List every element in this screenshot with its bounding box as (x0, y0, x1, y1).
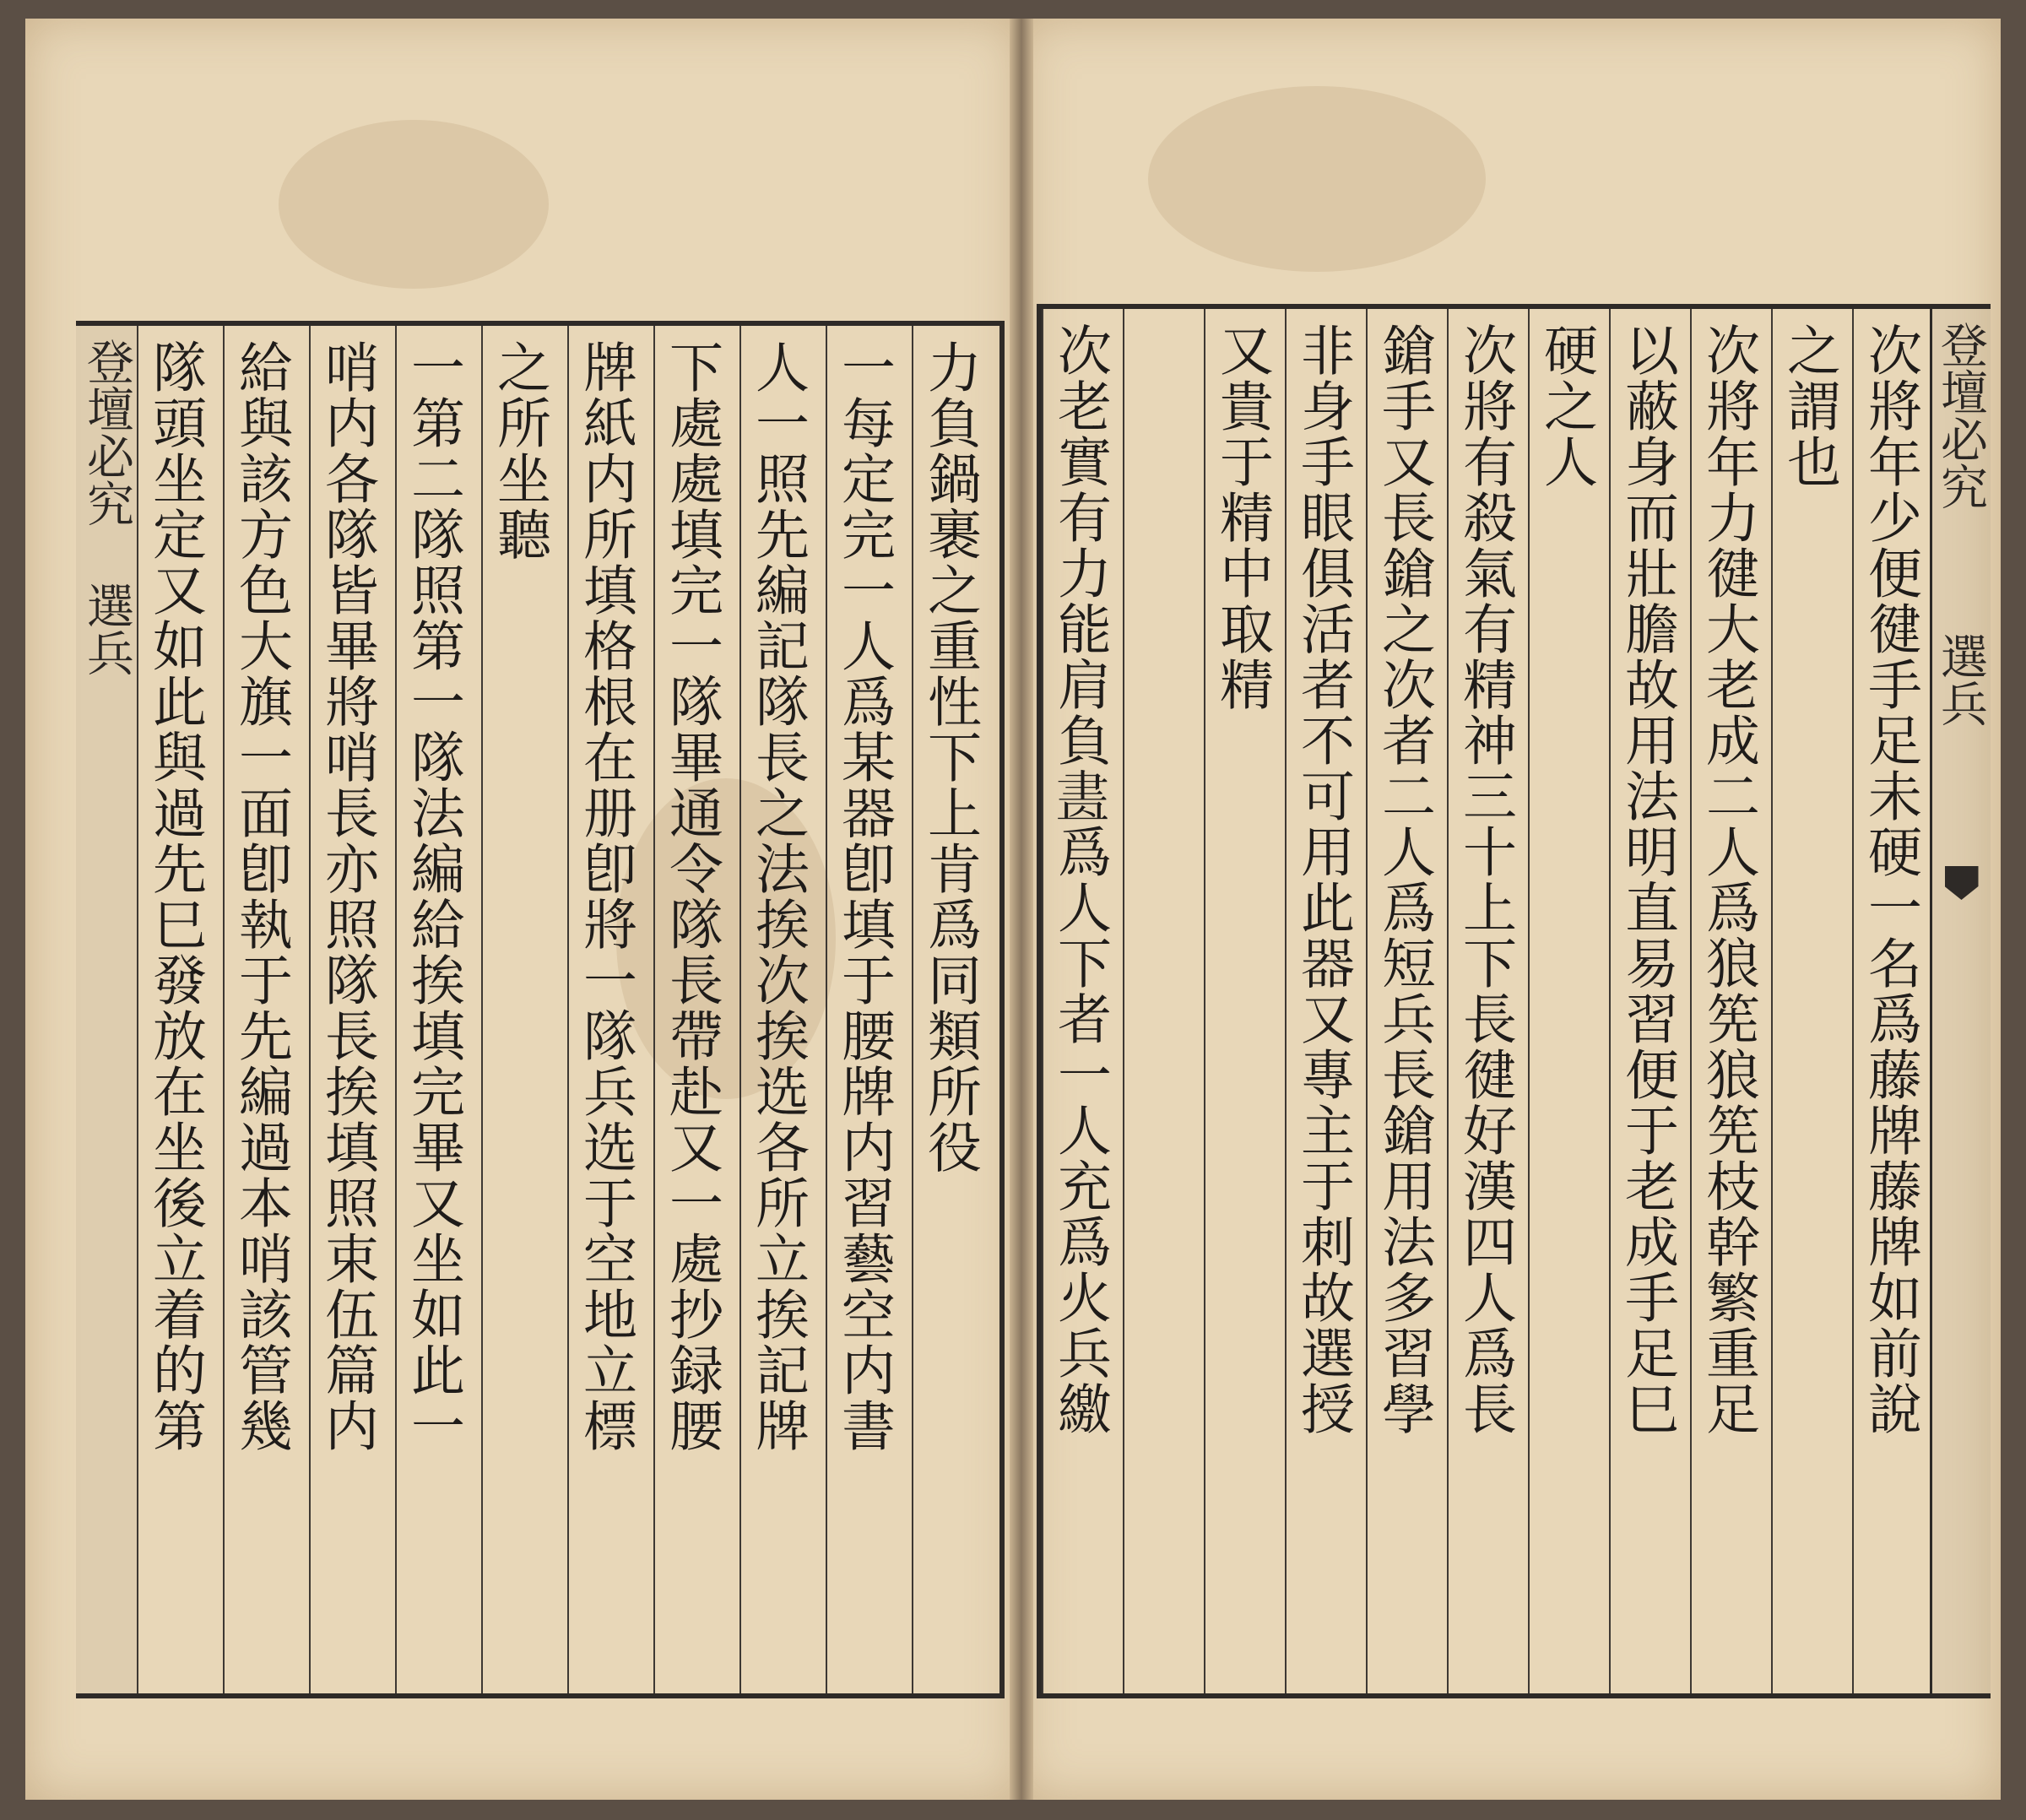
left-text-frame (76, 321, 1005, 1698)
right-margin-section: 選兵 (1933, 632, 1988, 727)
right-column-4: 以蔽身而壯膽故用法明直易習便于老成手足巳 (1609, 309, 1685, 1693)
right-column-2: 之謂也 (1771, 309, 1847, 1693)
right-column-5: 硬之人 (1528, 309, 1604, 1693)
left-column-1: 力負鍋裹之重性下上肯爲同類所役 (912, 326, 988, 1693)
right-column-6: 次將有殺氣有精神三十上下長徤好漢四人爲長 (1447, 309, 1523, 1693)
left-column-7: 一第二隊照第一隊法編給挨填完畢又坐如此一 (395, 326, 471, 1693)
left-column-8: 哨内各隊皆畢將哨長亦照隊長挨填照束伍篇内 (309, 326, 385, 1693)
right-page-margin-column (1930, 309, 1991, 1693)
left-margin-title: 登壇必究 (79, 338, 134, 527)
left-column-5: 牌紙内所填格根在册卽將一隊兵选于空地立標 (567, 326, 643, 1693)
left-column-4: 下處處填完一隊畢通令隊長帶赴又一處抄録腰 (653, 326, 729, 1693)
right-text-frame (1037, 304, 1991, 1698)
left-column-10: 隊頭坐定又如此與過先巳發放在坐後立着的第 (137, 326, 213, 1693)
right-column-3: 次將年力徤大老成二人爲狼筅狼筅枝幹繁重足 (1690, 309, 1766, 1693)
left-margin-section: 選兵 (79, 582, 134, 676)
right-column-7: 鎗手又長鎗之次者二人爲短兵長鎗用法多習學 (1366, 309, 1442, 1693)
right-margin-title: 登壇必究 (1933, 321, 1988, 510)
right-column-9: 又貴于精中取精 (1204, 309, 1280, 1693)
left-column-2: 一每定完一人爲某器卽填于腰牌内習藝空内書 (826, 326, 902, 1693)
book-gutter (1010, 19, 1033, 1800)
right-column-1: 次將年少便徤手足未硬一名爲藤牌藤牌如前說 (1852, 309, 1928, 1693)
right-column-11: 次老實有力能肩負𦘕爲人下者一人充爲火兵繳 (1042, 309, 1118, 1693)
left-page-margin-column (76, 326, 137, 1693)
fishtail-mark-icon (1945, 866, 1979, 900)
left-column-6: 之所坐聽 (481, 326, 557, 1693)
left-column-9: 給與該方色大旗一面卽執于先編過本哨該管幾 (223, 326, 299, 1693)
right-column-10 (1123, 309, 1199, 1693)
right-column-8: 非身手眼俱活者不可用此器又專主于刺故選授 (1285, 309, 1361, 1693)
left-column-3: 人一照先編記隊長之法挨次挨选各所立挨記牌 (739, 326, 815, 1693)
